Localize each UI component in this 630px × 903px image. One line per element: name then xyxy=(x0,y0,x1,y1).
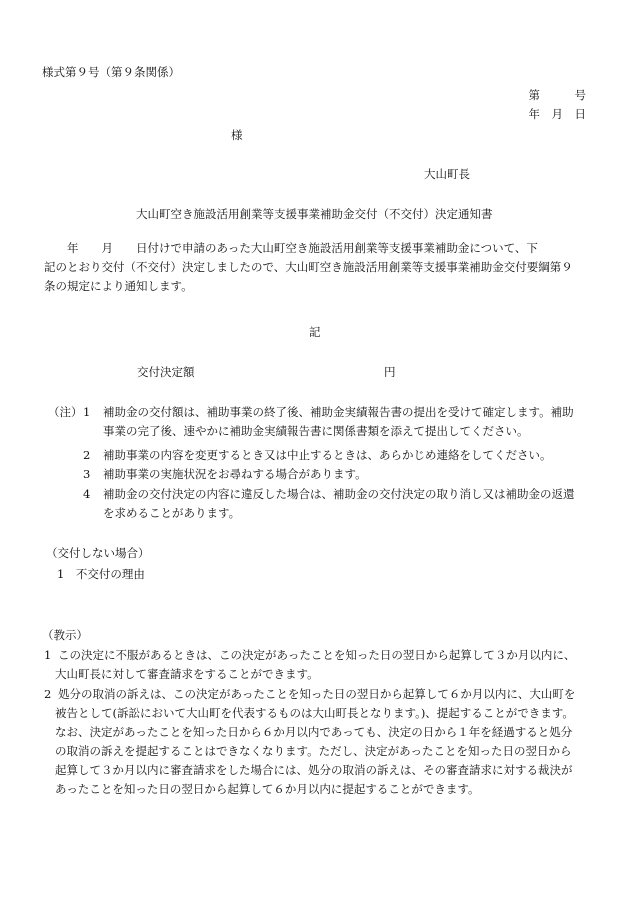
instruction-heading: （教示） xyxy=(42,628,88,642)
instruction-line: 起算して３か月以内に審査請求をした場合には、処分の取消の訴えは、その審査請求に対する裁決が xyxy=(55,763,573,777)
body-line: 記のとおり交付（不交付）決定しましたので、大山町空き施設活用創業等支援事業補助金交付要綱第９ xyxy=(44,260,573,274)
non-grant-reason: 1 不交付の理由 xyxy=(57,567,145,581)
note-number: 4 xyxy=(83,487,91,501)
note-number: 3 xyxy=(83,467,91,481)
note-number: 2 xyxy=(83,448,91,462)
grant-amount-unit: 円 xyxy=(384,365,396,379)
note-item xyxy=(103,465,367,484)
instruction-item xyxy=(55,685,576,799)
document-title: 大山町空き施設活用創業等支援事業補助金交付（不交付）決定通知書 xyxy=(136,207,493,221)
instruction-line: の取消の訴えを提起することはできなくなります。ただし、決定があったことを知った日の翌日から xyxy=(55,744,572,758)
body-line: 条の規定により通知します。 xyxy=(44,279,193,293)
addressee-suffix: 様 xyxy=(231,128,243,142)
instruction-line: 大山町長に対して審査請求をすることができます。 xyxy=(55,667,319,681)
instruction-number: 2 xyxy=(44,687,52,701)
notes-label: （注） xyxy=(48,405,83,419)
note-line: 補助事業の内容を変更するとき又は中止するときは、あらかじめ連絡をしてください。 xyxy=(103,448,552,462)
note-item xyxy=(103,485,575,523)
note-line: 事業の完了後、速やかに補助金実績報告書に関係書類を添えて提出してください。 xyxy=(103,424,529,438)
note-line: 補助金の交付決定の内容に違反した場合は、補助金の交付決定の取り消し又は補助金の返還 xyxy=(103,487,575,501)
note-line: 補助事業の実施状況をお尋ねする場合があります。 xyxy=(103,467,367,481)
note-number: 1 xyxy=(83,405,91,419)
issue-date: 年 月 日 xyxy=(528,107,586,121)
instruction-number: 1 xyxy=(44,648,52,662)
issuer-name: 大山町長 xyxy=(424,167,470,181)
document-number: 第 号 xyxy=(528,88,586,102)
non-grant-heading: （交付しない場合） xyxy=(46,546,150,560)
body-paragraph xyxy=(44,239,573,296)
note-line: 補助金の交付額は、補助事業の終了後、補助金実績報告書の提出を受けて確定します。補助 xyxy=(103,405,574,419)
grant-amount-label: 交付決定額 xyxy=(137,365,195,379)
body-line: 年 月 日付けで申請のあった大山町空き施設活用創業等支援事業補助金について、下 xyxy=(44,241,538,255)
instruction-item xyxy=(55,646,576,684)
instruction-line: なお、決定があったことを知った日から６か月以内であっても、決定の日から１年を経過すると処分 xyxy=(55,725,573,739)
instruction-line: 処分の取消の訴えは、この決定があったことを知った日の翌日から起算して６か月以内に、大山町を xyxy=(58,687,576,701)
instruction-line: 被告として(訴訟において大山町を代表するものは大山町長となります。)、提起することができます。 xyxy=(55,706,574,720)
note-line: を求めることがあります。 xyxy=(103,506,241,520)
ki-heading: 記 xyxy=(309,325,321,339)
instruction-line: この決定に不服があるときは、この決定があったことを知った日の翌日から起算して３か月以内に、 xyxy=(58,648,576,662)
instruction-line: あったことを知った日の翌日から起算して６か月以内に提起することができます。 xyxy=(55,782,480,796)
form-number: 様式第９号（第９条関係） xyxy=(42,65,180,79)
note-item xyxy=(103,446,552,465)
note-item xyxy=(103,403,574,441)
